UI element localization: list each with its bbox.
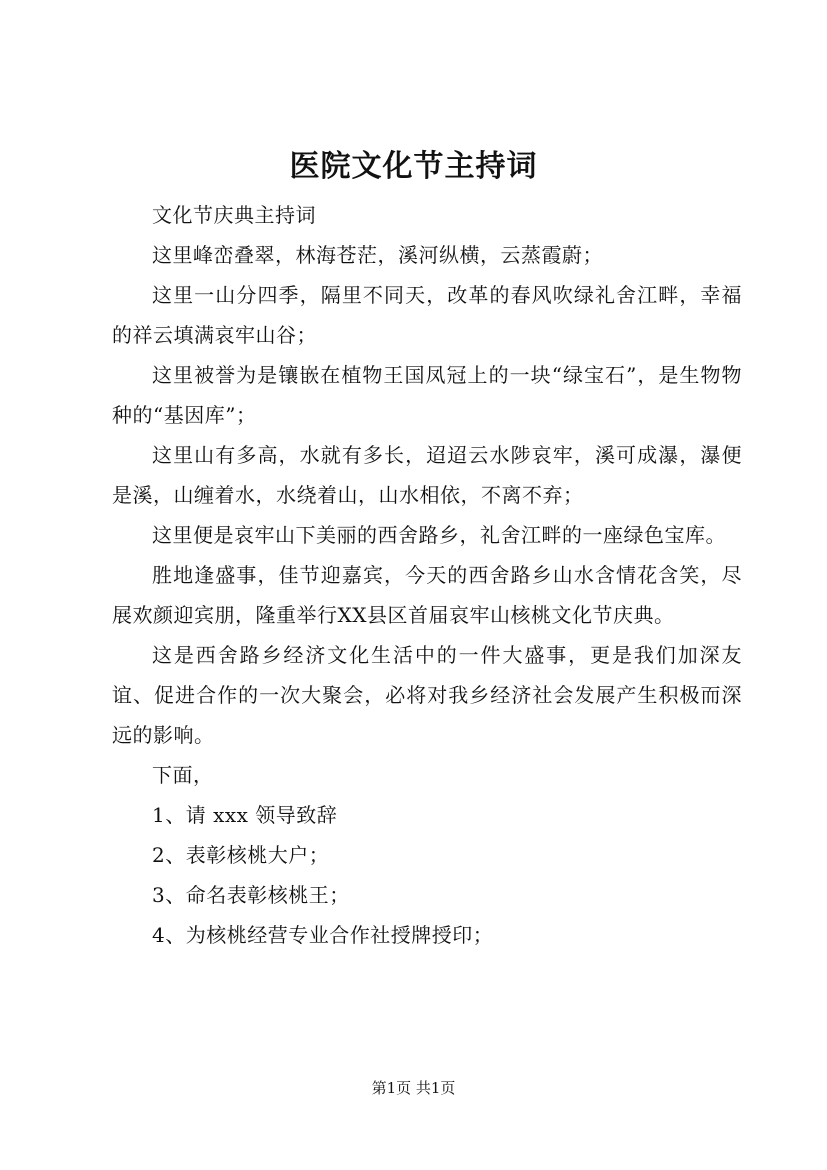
list-item: 2、表彰核桃大户； bbox=[152, 843, 330, 867]
paragraph: 这是西舍路乡经济文化生活中的一件大盛事，更是我们加深友谊、促进合作的一次大聚会，必将对我乡经济社会发展产生积极而深远的影响。 bbox=[112, 643, 742, 747]
document-body bbox=[112, 195, 742, 955]
page-number-footer: 第1页 共1页 bbox=[371, 1079, 456, 1097]
list-item: 4、为核桃经营专业合作社授牌授印； bbox=[152, 923, 494, 947]
paragraph: 这里山有多高，水就有多长，迢迢云水陟哀牢，溪可成瀑，瀑便是溪，山缠着水，水绕着山，山水相依，不离不弃； bbox=[112, 443, 742, 507]
list-item: 3、命名表彰核桃王； bbox=[152, 883, 350, 907]
document-title: 医院文化节主持词 bbox=[289, 149, 538, 184]
paragraph: 这里一山分四季，隔里不同天，改革的春风吹绿礼舍江畔，幸福的祥云填满哀牢山谷； bbox=[112, 283, 742, 347]
list-item: 1、请 xxx 领导致辞 bbox=[152, 803, 338, 827]
paragraph: 文化节庆典主持词 bbox=[152, 203, 316, 227]
paragraph: 这里被誉为是镶嵌在植物王国凤冠上的一块“绿宝石”，是生物物种的“基因库”； bbox=[112, 363, 742, 427]
paragraph: 这里便是哀牢山下美丽的西舍路乡，礼舍江畔的一座绿色宝库。 bbox=[152, 523, 726, 547]
paragraph: 这里峰峦叠翠，林海苍茫，溪河纵横，云蒸霞蔚； bbox=[152, 243, 603, 267]
paragraph: 胜地逢盛事，佳节迎嘉宾，今天的西舍路乡山水含情花含笑，尽展欢颜迎宾朋，隆重举行XX县区首届哀牢山核桃文化节庆典。 bbox=[112, 563, 742, 627]
paragraph: 下面， bbox=[152, 763, 214, 787]
